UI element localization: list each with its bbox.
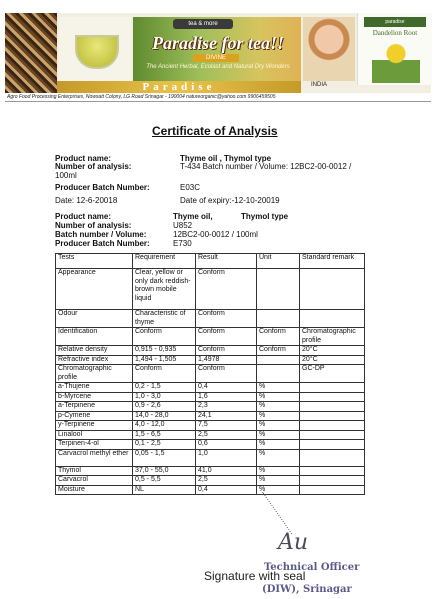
banner-product-box (357, 13, 432, 85)
table-cell: Conform (196, 365, 257, 383)
table-cell: Conform (133, 328, 196, 346)
official-stamp-line-1: Technical Officer (264, 562, 360, 573)
document-title: Certificate of Analysis (152, 124, 278, 138)
product-name-value: Thyme oil , Thymol type (180, 154, 272, 163)
table-cell: % (257, 449, 300, 466)
producer-batch-value: E03C (180, 183, 201, 192)
table-cell: Thymol (56, 466, 133, 476)
batch-number-label-2: Batch number / Volume: (55, 230, 147, 239)
table-cell: a-Terpinene (56, 402, 133, 412)
table-row (56, 310, 365, 328)
table-cell: Identification (56, 328, 133, 346)
table-row (56, 328, 365, 346)
table-cell: 0,1 - 2,5 (133, 440, 196, 450)
banner-country: INDIA (311, 82, 328, 88)
table-cell (257, 269, 300, 310)
analysis-number-value: T-434 Batch number / Volume: 12BC2-00-0012 / (180, 162, 352, 171)
table-cell: 4,0 - 12,0 (133, 421, 196, 431)
table-cell: Linalool (56, 430, 133, 440)
tea-cup-icon (75, 35, 119, 69)
table-cell: 2,5 (196, 430, 257, 440)
product-box-label: Dandelion Root (372, 29, 418, 37)
table-cell: Conform (257, 346, 300, 356)
banner-wordmark: Paradise (57, 81, 301, 93)
table-cell: 2,5 (196, 476, 257, 486)
table-row (56, 421, 365, 431)
table-row (56, 383, 365, 393)
table-cell (300, 440, 365, 450)
table-row (56, 476, 365, 486)
table-cell (300, 466, 365, 476)
table-row (56, 466, 365, 476)
banner-title: Paradise for tea!! (152, 33, 284, 53)
table-cell: Conform (196, 310, 257, 328)
table-cell: % (257, 392, 300, 402)
analysis-table (55, 253, 365, 495)
analysis-date: Date: 12-6-20018 (55, 196, 118, 205)
banner-title-panel (133, 17, 301, 81)
table-cell: 24,1 (196, 411, 257, 421)
column-header-unit: Unit (257, 254, 300, 269)
table-row (56, 485, 365, 495)
table-cell: 7,5 (196, 421, 257, 431)
header-banner (5, 13, 431, 93)
table-cell: 1,5 - 6,5 (133, 430, 196, 440)
expiry-date: Date of expiry:-12-10-20019 (180, 196, 280, 205)
handwritten-signature: Au (278, 530, 309, 555)
signature-pointer-line (262, 492, 338, 534)
table-cell: Odour (56, 310, 133, 328)
table-cell: % (257, 411, 300, 421)
banner-woman-image (303, 17, 355, 81)
table-cell: % (257, 440, 300, 450)
table-cell: b-Myrcene (56, 392, 133, 402)
producer-batch-label: Producer Batch Number: (55, 183, 150, 192)
table-cell (300, 269, 365, 310)
table-cell (300, 402, 365, 412)
producer-batch-label-2: Producer Batch Number: (55, 239, 150, 248)
table-cell: % (257, 466, 300, 476)
table-cell: % (257, 430, 300, 440)
table-cell (257, 365, 300, 383)
table-cell: Moisture (56, 485, 133, 495)
product-name-value-2: Thyme oil, (173, 212, 213, 221)
table-cell: 0,4 (196, 485, 257, 495)
analysis-number-label-2: Number of analysis: (55, 221, 132, 230)
table-row (56, 355, 365, 365)
table-cell: Carvacrol methyl ether (56, 449, 133, 466)
table-cell: 1,0 - 3,0 (133, 392, 196, 402)
table-cell: % (257, 476, 300, 486)
table-cell: 1,0 (196, 449, 257, 466)
table-cell: 0,915 - 0,935 (133, 346, 196, 356)
table-row (56, 430, 365, 440)
analysis-number-value-2: U852 (173, 221, 193, 230)
table-cell: Conform (196, 269, 257, 310)
table-cell: 0,9 - 2,6 (133, 402, 196, 412)
product-type-value-2: Thymol type (241, 212, 289, 221)
table-row (56, 365, 365, 383)
table-cell: p-Cymene (56, 411, 133, 421)
banner-pattern-image (5, 13, 57, 93)
table-cell: 20°C (300, 346, 365, 356)
producer-batch-value-2: E730 (173, 239, 192, 248)
table-cell: 1,6 (196, 392, 257, 402)
table-cell: Conform (196, 328, 257, 346)
table-cell: Conform (133, 365, 196, 383)
table-cell: Chromatographic profile (300, 328, 365, 346)
column-header-requirement: Requirement (133, 254, 196, 269)
table-cell: Appearance (56, 269, 133, 310)
column-header-result: Result (196, 254, 257, 269)
table-cell: 1,4978 (196, 355, 257, 365)
table-cell: GC-DP (300, 365, 365, 383)
table-cell: % (257, 485, 300, 495)
table-cell: Characteristic of thyme (133, 310, 196, 328)
product-box-lid: paradise (364, 17, 426, 27)
table-row (56, 449, 365, 466)
table-cell: a-Thujene (56, 383, 133, 393)
column-header-tests: Tests (56, 254, 133, 269)
table-cell: NL (133, 485, 196, 495)
banner-tea-cup-image (59, 17, 131, 81)
volume-continuation: 100ml (55, 171, 77, 180)
table-cell (300, 310, 365, 328)
table-row (56, 402, 365, 412)
table-cell (300, 421, 365, 431)
table-cell: 20°C (300, 355, 365, 365)
table-cell (257, 310, 300, 328)
column-header-standard-remark: Standard remark (300, 254, 365, 269)
table-cell: Carvacrol (56, 476, 133, 486)
table-cell: Terpinen-4-ol (56, 440, 133, 450)
table-cell: % (257, 402, 300, 412)
table-cell: Conform (196, 346, 257, 356)
banner-logo-tag: tea & more (173, 19, 233, 29)
signature-label: Signature with seal (204, 569, 306, 583)
banner-tagline: The Ancient Herbal, Ecolast and Natural Dry Wonders (146, 64, 290, 70)
table-cell (300, 383, 365, 393)
table-cell: 2,3 (196, 402, 257, 412)
table-cell (257, 355, 300, 365)
table-cell: % (257, 383, 300, 393)
table-row (56, 392, 365, 402)
header-divider (5, 101, 431, 102)
analysis-table-body (56, 269, 365, 495)
table-cell: 37,0 - 55,0 (133, 466, 196, 476)
table-cell: 0,4 (196, 383, 257, 393)
table-row (56, 440, 365, 450)
table-cell: Chromatographic profile (56, 365, 133, 383)
table-row (56, 269, 365, 310)
table-cell: % (257, 421, 300, 431)
table-cell: 41,0 (196, 466, 257, 476)
table-row (56, 346, 365, 356)
table-cell (300, 476, 365, 486)
dandelion-icon (372, 41, 420, 83)
banner-brand: DIVINE (193, 54, 239, 62)
company-address: Agro Food Processing Enterprises, Nowsatt Colony, LG Road Srinagar - 190004 natureorganic@yahoo.com 9906459505 (7, 94, 276, 100)
table-cell (300, 449, 365, 466)
table-cell: Conform (257, 328, 300, 346)
product-name-label-2: Product name: (55, 212, 112, 221)
table-cell: y-Terpinene (56, 421, 133, 431)
table-cell: 0,5 - 5,5 (133, 476, 196, 486)
table-row (56, 411, 365, 421)
table-cell: Refractive index (56, 355, 133, 365)
table-cell (300, 411, 365, 421)
table-cell (300, 392, 365, 402)
batch-number-value-2: 12BC2-00-0012 / 100ml (173, 230, 258, 239)
table-cell: 1,494 - 1,505 (133, 355, 196, 365)
official-stamp-line-2: (DIW), Srinagar (262, 584, 352, 595)
table-cell: Relative density (56, 346, 133, 356)
analysis-number-label: Number of analysis: (55, 162, 132, 171)
table-cell: Clear, yellow or only dark reddish-brown mobile liquid (133, 269, 196, 310)
table-header-row (56, 254, 365, 269)
table-cell: 0,6 (196, 440, 257, 450)
table-cell: 0,05 - 1,5 (133, 449, 196, 466)
table-cell: 0,2 - 1,5 (133, 383, 196, 393)
table-cell (300, 430, 365, 440)
product-name-label: Product name: (55, 154, 112, 163)
table-cell: 14,0 - 28,0 (133, 411, 196, 421)
